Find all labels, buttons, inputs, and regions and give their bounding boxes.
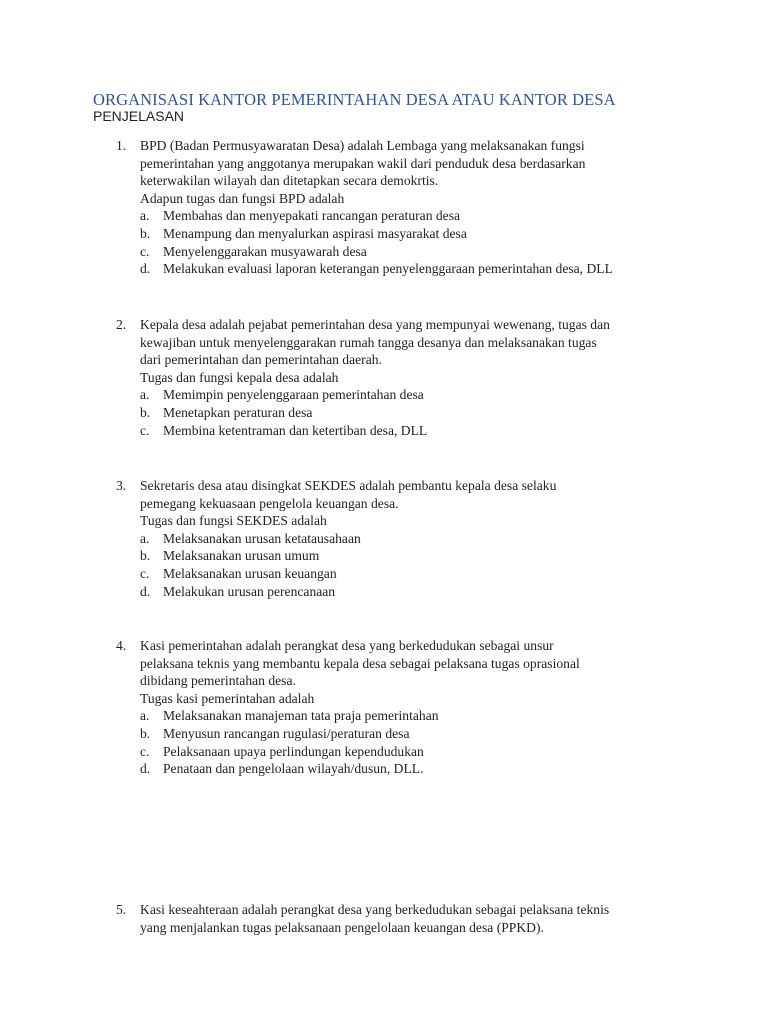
sub-item-letter: b. xyxy=(140,726,151,741)
sub-item-letter: a. xyxy=(140,387,150,403)
sub-item-letter: c. xyxy=(140,743,150,759)
sub-item-letter: a. xyxy=(140,208,150,224)
list-item-number: 2. xyxy=(116,317,127,332)
sub-item-text: Penataan dan pengelolaan wilayah/dusun, DLL. xyxy=(163,761,424,777)
list-item-number: 4. xyxy=(116,638,127,653)
paragraph-line: dari pemerintahan dan pemerintahan daerah. xyxy=(140,352,382,368)
sub-item-letter: d. xyxy=(140,583,151,599)
list-item-number: 5. xyxy=(116,902,127,917)
sub-item-text: Melakukan urusan perencanaan xyxy=(163,583,336,599)
paragraph-line: Tugas dan fungsi kepala desa adalah xyxy=(140,369,339,385)
sub-item-text: Melaksanakan manajeman tata praja pemerintahan xyxy=(163,708,439,724)
sub-item-text: Melakukan evaluasi laporan keterangan penyelenggaraan pemerintahan desa, DLL xyxy=(163,261,613,277)
sub-item-text: Pelaksanaan upaya perlindungan kependudukan xyxy=(163,743,424,759)
sub-item-letter: b. xyxy=(140,226,151,241)
sub-item-text: Melaksanakan urusan umum xyxy=(163,548,320,564)
sub-item-letter: b. xyxy=(140,405,151,420)
paragraph-line: pemegang kekuasaan pengelola keuangan desa. xyxy=(140,495,399,511)
paragraph-line: BPD (Badan Permusyawaratan Desa) adalah Lembaga yang melaksanakan fungsi xyxy=(140,138,585,153)
sub-item-letter: a. xyxy=(140,708,150,724)
list-item-number: 1. xyxy=(116,138,127,153)
sub-item-text: Melaksanakan urusan keuangan xyxy=(163,566,337,581)
paragraph-line: dibidang pemerintahan desa. xyxy=(140,673,296,689)
sub-item-text: Melaksanakan urusan ketatausahaan xyxy=(163,530,361,546)
sub-item-letter: d. xyxy=(140,761,151,777)
paragraph-line: kewajiban untuk menyelenggarakan rumah tangga desanya dan melaksanakan tugas xyxy=(140,334,597,350)
paragraph-line: Tugas dan fungsi SEKDES adalah xyxy=(140,513,327,529)
sub-item-text: Membahas dan menyepakati rancangan peraturan desa xyxy=(163,208,461,224)
sub-item-letter: b. xyxy=(140,548,151,564)
paragraph-line: yang menjalankan tugas pelaksanaan pengelolaan keuangan desa (PPKD). xyxy=(140,919,544,935)
sub-item-text: Menyusun rancangan rugulasi/peraturan desa xyxy=(163,726,410,741)
paragraph-line: Kasi keseahteraan adalah perangkat desa yang berkedudukan sebagai pelaksana teknis xyxy=(140,902,610,917)
list-item-number: 3. xyxy=(116,478,127,493)
sub-item-letter: a. xyxy=(140,530,150,546)
document-title: ORGANISASI KANTOR PEMERINTAHAN DESA ATAU KANTOR DESA xyxy=(93,90,616,109)
paragraph-line: pemerintahan yang anggotanya merupakan wakil dari penduduk desa berdasarkan xyxy=(140,155,586,171)
sub-item-letter: c. xyxy=(140,422,150,438)
sub-item-text: Memimpin penyelenggaraan pemerintahan desa xyxy=(163,387,424,403)
paragraph-line: keterwakilan wilayah dan ditetapkan secara demokrtis. xyxy=(140,173,439,189)
sub-item-text: Menyelenggarakan musyawarah desa xyxy=(163,243,367,259)
sub-item-letter: d. xyxy=(140,261,151,277)
paragraph-line: Kasi pemerintahan adalah perangkat desa yang berkedudukan sebagai unsur xyxy=(140,638,554,653)
section-heading: PENJELASAN xyxy=(93,108,185,124)
paragraph-line: Kepala desa adalah pejabat pemerintahan desa yang mempunyai wewenang, tugas dan xyxy=(140,317,610,332)
sub-item-text: Menampung dan menyalurkan aspirasi masyarakat desa xyxy=(163,226,467,241)
sub-item-text: Membina ketentraman dan ketertiban desa, DLL xyxy=(163,422,428,438)
paragraph-line: Sekretaris desa atau disingkat SEKDES adalah pembantu kepala desa selaku xyxy=(140,478,557,493)
sub-item-letter: c. xyxy=(140,566,150,581)
sub-item-text: Menetapkan peraturan desa xyxy=(163,405,313,420)
paragraph-line: Tugas kasi pemerintahan adalah xyxy=(140,690,315,706)
paragraph-line: Adapun tugas dan fungsi BPD adalah xyxy=(140,190,345,206)
sub-item-letter: c. xyxy=(140,243,150,259)
paragraph-line: pelaksana teknis yang membantu kepala desa sebagai pelaksana tugas oprasional xyxy=(140,655,580,671)
